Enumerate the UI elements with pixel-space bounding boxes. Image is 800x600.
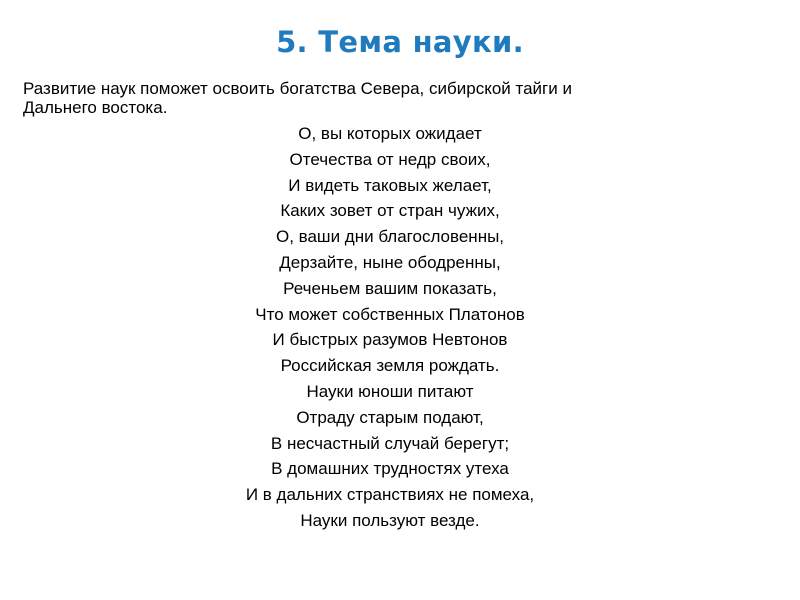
poem-line: Реченьем вашим показать, <box>283 278 497 298</box>
intro-paragraph <box>23 79 743 117</box>
poem-line: Российская земля рождать. <box>280 356 500 376</box>
poem-line: Что может собственных Платонов <box>255 304 525 324</box>
poem-line: О, вы которых ожидает <box>298 124 482 143</box>
poem-line: И видеть таковых желает, <box>288 175 492 195</box>
slide-title: 5. Тема науки. <box>276 25 524 59</box>
poem <box>0 121 780 534</box>
poem-line: Отраду старым подают, <box>296 407 484 427</box>
poem-line: Науки пользуют везде. <box>300 510 480 530</box>
poem-line: В домашних трудностях утеха <box>271 459 509 479</box>
poem-line: И быстрых разумов Невтонов <box>272 330 508 350</box>
poem-line: В несчастный случай берегут; <box>270 433 510 453</box>
poem-line: Отечества от недр своих, <box>289 149 491 169</box>
poem-line: Дерзайте, ныне ободренны, <box>279 252 501 272</box>
poem-line: И в дальних странствиях не помеха, <box>245 485 535 505</box>
intro-line: Дальнего востока. <box>23 98 168 117</box>
poem-line: Каких зовет от стран чужих, <box>280 201 500 221</box>
intro-line: Развитие наук поможет освоить богатства Севера, сибирской тайги и <box>23 79 572 98</box>
poem-line: О, ваши дни благословенны, <box>275 227 505 247</box>
poem-line: Науки юноши питают <box>306 381 474 401</box>
